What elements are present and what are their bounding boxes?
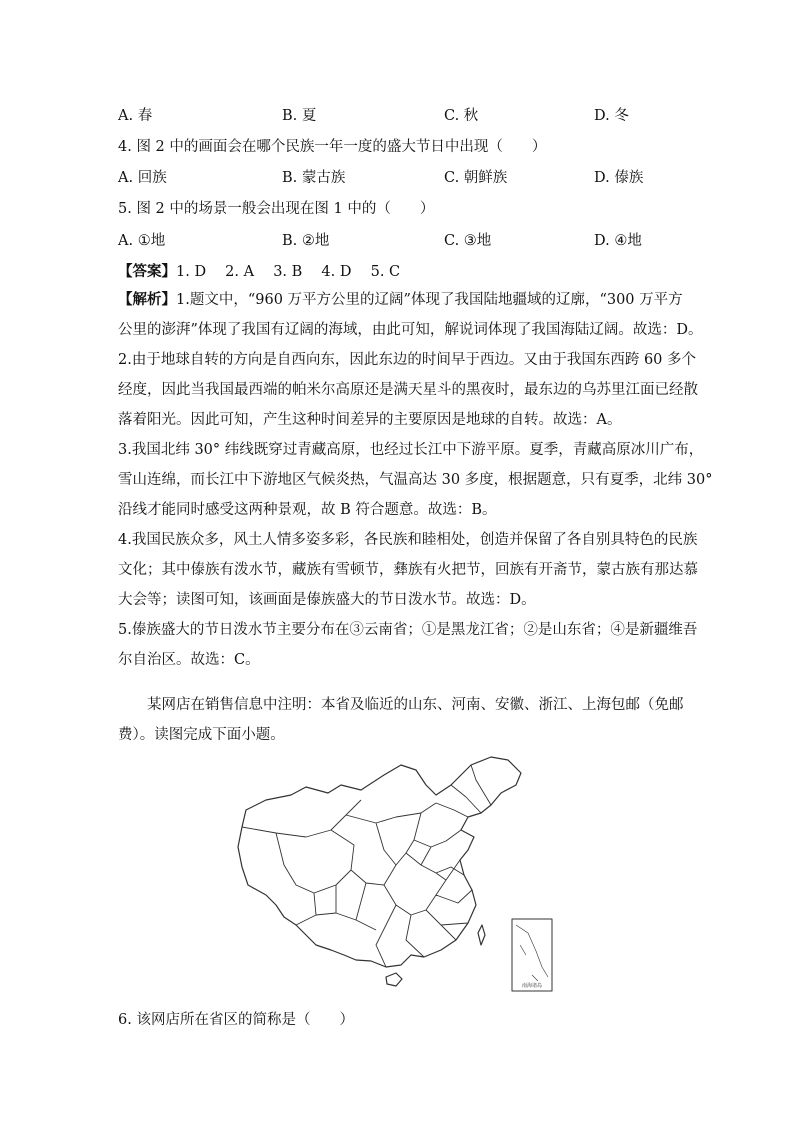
q4-option-a: A. 回族	[118, 170, 167, 186]
analysis-line: 2.由于地球自转的方向是自西向东，因此东边的时间早于西边。又由于我国东西跨 60 多个	[118, 352, 697, 368]
question-5: 5. 图 2 中的场景一般会出现在图 1 中的（ ）	[118, 201, 435, 217]
q5-option-a: A. ①地	[118, 233, 166, 249]
analysis-line: 公里的澎湃”体现了我国有辽阔的海域，由此可知，解说词体现了我国海陆辽阔。故选：D。	[118, 322, 703, 338]
province-borders	[242, 765, 491, 967]
analysis-line: 【解析】1.题文中，“960 万平方公里的辽阔”体现了我国陆地疆域的辽廓，“300 万平方	[118, 291, 683, 308]
analysis-tag: 【解析】	[118, 291, 176, 308]
q3-option-b: B. 夏	[282, 108, 317, 124]
q3-option-a: A. 春	[118, 108, 153, 124]
q5-option-c: C. ③地	[444, 233, 492, 249]
answer-tag: 【答案】	[118, 263, 176, 280]
analysis-line: 雪山连绵，而长江中下游地区气候炎热，气温高达 30 多度，根据题意，只有夏季，北纬 30°	[118, 472, 713, 488]
analysis-line: 文化；其中傣族有泼水节，藏族有雪顿节，彝族有火把节，回族有开斋节，蒙古族有那达慕	[118, 562, 698, 578]
china-map-figure	[236, 755, 556, 995]
inset-label: 南海诸岛	[521, 983, 543, 989]
hainan-island	[386, 973, 402, 986]
analysis-line: 经度，因此当我国最西端的帕米尔高原还是满天星斗的黑夜时，最东边的乌苏里江面已经散	[118, 382, 698, 398]
q4-option-c: C. 朝鲜族	[444, 170, 508, 186]
answer-line	[118, 260, 400, 281]
south-china-sea-inset	[512, 919, 552, 991]
q3-option-d: D. 冬	[594, 108, 629, 124]
analysis-line: 落着阳光。因此可知，产生这种时间差异的主要原因是地球的自转。故选：A。	[118, 412, 622, 428]
analysis-line: 大会等；读图可知，该画面是傣族盛大的节日泼水节。故选：D。	[118, 592, 536, 608]
analysis-line: 尔自治区。故选：C。	[118, 652, 260, 668]
question-4: 4. 图 2 中的画面会在哪个民族一年一度的盛大节日中出现（ ）	[118, 139, 547, 155]
intro-line: 费）。读图完成下面小题。	[118, 727, 285, 743]
analysis-line: 5.傣族盛大的节日泼水节主要分布在③云南省；①是黑龙江省；②是山东省；④是新疆维吾	[118, 622, 698, 638]
analysis-line: 4.我国民族众多，风土人情多姿多彩，各民族和睦相处，创造并保留了各自别具特色的民族	[118, 532, 698, 548]
q5-option-b: B. ②地	[282, 233, 330, 249]
analysis-section	[118, 285, 713, 675]
taiwan-island	[478, 925, 485, 945]
analysis-line: 3.我国北纬 30° 纬线既穿过青藏高原，也经过长江中下游平原。夏季，青藏高原冰川广布，	[118, 442, 704, 458]
q3-option-c: C. 秋	[444, 108, 479, 124]
q4-option-d: D. 傣族	[594, 170, 644, 186]
q5-option-d: D. ④地	[594, 233, 642, 249]
question-6: 6. 该网店所在省区的简称是（ ）	[118, 1012, 354, 1028]
intro-line: 某网店在销售信息中注明：本省及临近的山东、河南、安徽、浙江、上海包邮（免邮	[118, 697, 684, 713]
answer-text: 1. D 2. A 3. B 4. D 5. C	[176, 264, 401, 280]
analysis-line: 沿线才能同时感受这两种景观，故 B 符合题意。故选：B。	[118, 502, 497, 518]
intro-paragraph	[118, 690, 684, 750]
q4-option-b: B. 蒙古族	[282, 170, 346, 186]
